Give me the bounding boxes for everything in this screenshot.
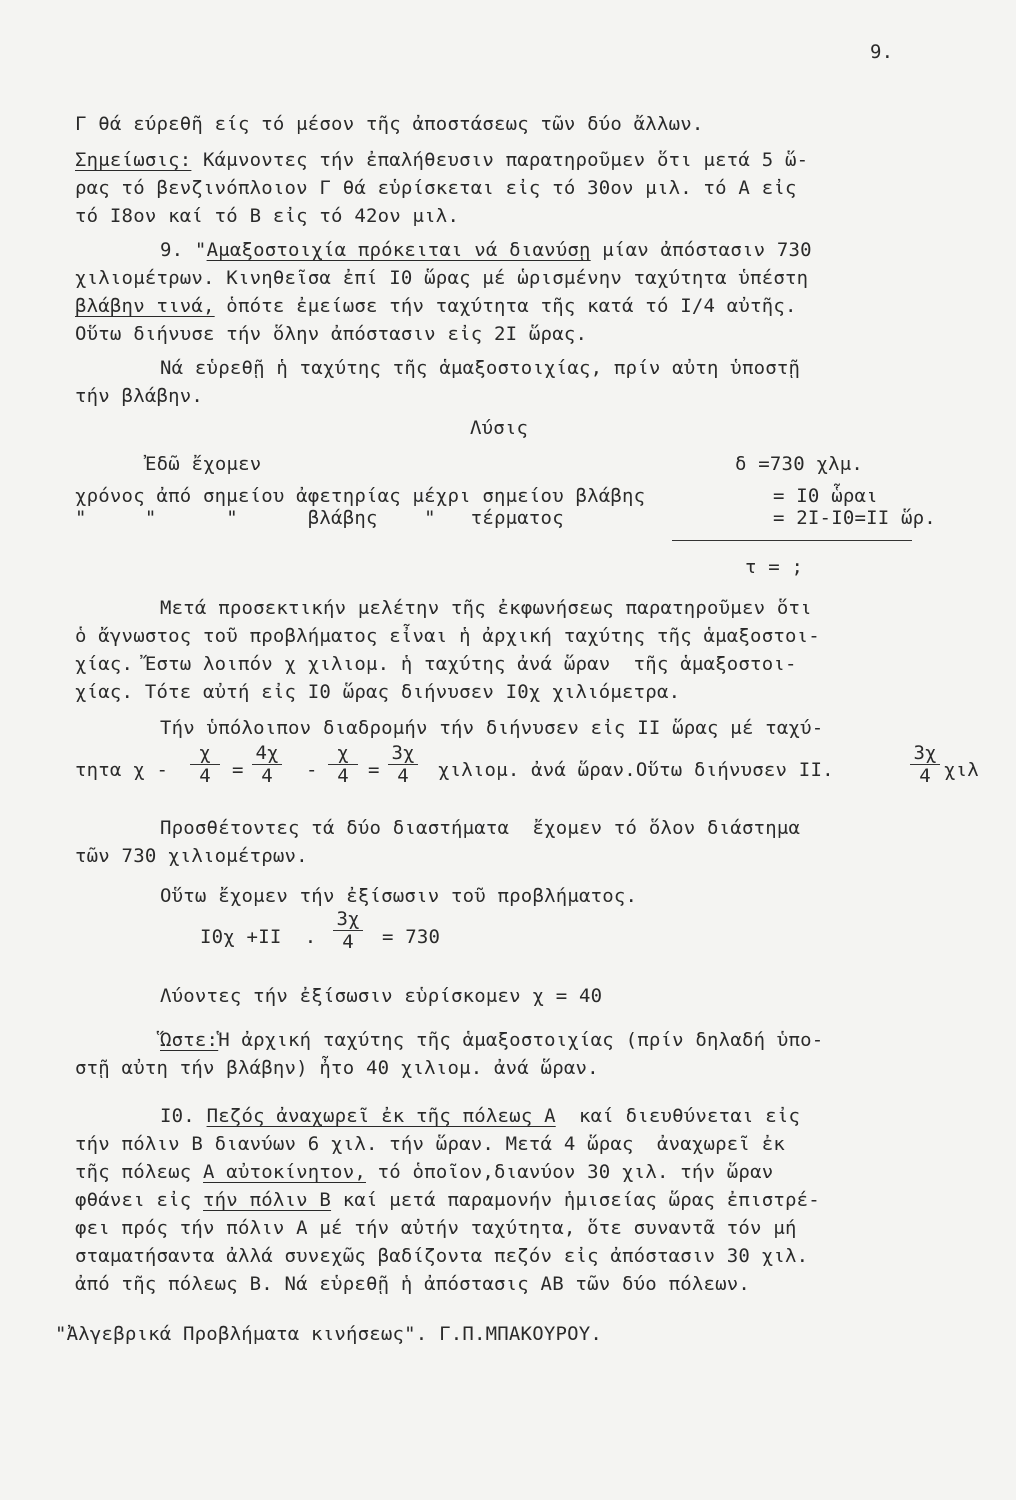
fraction-x-over-4: $\frac{\chi}{4}$ (328, 742, 358, 787)
problem-9-line (160, 238, 812, 262)
unit-text: χιλ (944, 759, 979, 781)
text-line: Νά εὑρεθῇ ἡ ταχύτης τῆς ἁμαξοστοιχίας, πρίν αὐτη ὑποστῇ (160, 357, 801, 379)
text-line: φει πρός τήν πόλιν Α μέ τήν αὐτήν ταχύτητα, ὅτε συναντᾶ τόν μή (75, 1217, 797, 1239)
text-span: φθάνει εἰς (75, 1189, 204, 1211)
equation-text: τητα χ - (75, 759, 169, 781)
text-line: ρας τό βενζινόπλοιον Γ θά εὑρίσκεται εἰς τό 30ον μιλ. τό Α εἰς (75, 177, 797, 199)
time-value-1: = Ι0 ὧραι (773, 485, 878, 507)
text-line: σταματήσαντα ἀλλά συνεχῶς βαδίζοντα πεζόν εἰς ἀπόστασιν 30 χιλ. (75, 1245, 809, 1267)
divider-rule (672, 540, 912, 541)
equals-sign: = (368, 759, 380, 781)
text-span: Κάμνοντες τήν ἐπαλήθευσιν παρατηροῦμεν ὅτι μετά 5 ὥ- (191, 149, 809, 171)
time-label-2: " " " βλάβης " τέρματος (75, 507, 564, 529)
text-span: τῆς πόλεως (75, 1161, 204, 1183)
page-number: 9. (870, 41, 894, 63)
problem-number: 9. " (160, 239, 207, 261)
text-line (75, 1160, 773, 1184)
text-line: ἀπό τῆς πόλεως Β. Νά εὑρεθῇ ἡ ἀπόστασις ΑΒ τῶν δύο πόλεων. (75, 1273, 751, 1295)
text-span: τό ὁποῖον,διανύον 30 χιλ. τήν ὥραν (365, 1161, 774, 1183)
text-line: Προσθέτοντες τά δύο διαστήματα ἔχομεν τό ὅλον διάστημα (160, 817, 801, 839)
text-span: Ἡ ἀρχική ταχύτης τῆς ἁμαξοστοιχίας (πρίν δηλαδή ὑπο- (218, 1029, 824, 1051)
text-line: Τήν ὑπόλοιπον διαδρομήν τήν διήνυσεν εἰς ΙΙ ὥρας μέ ταχύ- (160, 717, 824, 739)
underlined-text: τήν πόλιν Β (203, 1189, 332, 1211)
text-span: μίαν ἀπόστασιν 730 (590, 239, 812, 261)
fraction-4x-over-4: $\frac{4\chi}{4}$ (252, 742, 282, 787)
problem-10-line (160, 1104, 800, 1128)
underlined-text: Πεζός ἀναχωρεῖ ἐκ τῆς πόλεως Α (206, 1105, 556, 1127)
text-line: ὁ ἄγνωστος τοῦ προβλήματος εἶναι ἡ ἀρχική ταχύτης τῆς ἁμαξοστοι- (75, 625, 820, 647)
text-line: Γ θά εύρεθῆ είς τό μέσον τῆς ἀποστάσεως τῶν δύο ἄλλων. (75, 113, 704, 135)
note-heading: Σημείωσις: (75, 149, 192, 171)
problem-number: Ι0. (160, 1105, 207, 1127)
text-line: τό Ι8ον καί τό Β εἰς τό 42ον μιλ. (75, 205, 460, 227)
text-line: Μετά προσεκτικήν μελέτην τῆς ἐκφωνήσεως παρατηροῦμεν ὅτι (160, 597, 812, 619)
text-line: τήν πόλιν Β διανύων 6 χιλ. τήν ὥραν. Μετά 4 ὥρας ἀναχωρεῖ ἐκ (75, 1133, 785, 1155)
unknown-quantity: τ = ; (745, 556, 804, 578)
given-label: Ἐδῶ ἔχομεν (145, 453, 262, 475)
underlined-text: Α αὐτοκίνητον, (203, 1161, 366, 1183)
text-line: χιλιομέτρων. Κινηθεῖσα ἐπί Ι0 ὥρας μέ ὡρισμένην ταχύτητα ὑπέστη (75, 267, 809, 289)
text-span: ὁπότε ἐμείωσε τήν ταχύτητα τῆς κατά τό Ι/4 αὐτῆς. (214, 295, 797, 317)
footer-citation: "Ἀλγεβρικά Προβλήματα κινήσεως". Γ.Π.ΜΠΑΚΟΥΡΟΥ. (55, 1323, 603, 1345)
text-span: καί μετά παραμονήν ἡμισείας ὥρας ἐπιστρέ- (331, 1189, 820, 1211)
time-value-2: = 2Ι-Ι0=ΙΙ ὥρ. (773, 507, 936, 529)
equation-text: χιλιομ. ἀνά ὥραν.Οὕτω διήνυσεν ΙΙ. (438, 759, 834, 781)
text-line: χίας. Τότε αὐτή εἰς Ι0 ὥρας διήνυσεν Ι0χ χιλιόμετρα. (75, 681, 681, 703)
solution-heading: Λύσις (470, 417, 529, 439)
conclusion-heading: Ὥστε: (160, 1029, 219, 1051)
text-line (75, 294, 797, 318)
text-line: τῶν 730 χιλιομέτρων. (75, 845, 308, 867)
text-line (75, 148, 808, 172)
text-line (160, 1028, 823, 1052)
equals-sign: = (232, 759, 244, 781)
text-line: Οὕτω ἔχομεν τήν ἐξίσωσιν τοῦ προβλήματος. (160, 885, 638, 907)
text-line: στῇ αὐτη τήν βλάβην) ἦτο 40 χιλιομ. ἀνά ὥραν. (75, 1057, 599, 1079)
text-line: Λύοντες τήν ἐξίσωσιν εὑρίσκομεν χ = 40 (160, 985, 603, 1007)
fraction-3x-over-4: $\frac{3\chi}{4}$ (333, 908, 363, 953)
text-line: χίας. Ἔστω λοιπόν χ χιλιομ. ἡ ταχύτης ἀνά ὥραν τῆς ἁμαξοστοι- (75, 653, 797, 675)
fraction-3x-over-4: $\frac{3\chi}{4}$ (910, 742, 940, 787)
equation-text: Ι0χ +ΙΙ . (200, 926, 317, 948)
given-value: δ =730 χλμ. (735, 453, 864, 475)
time-label-1: χρόνος ἀπό σημείου ἀφετηρίας μέχρι σημείου βλάβης (75, 485, 646, 507)
fraction-x-over-4: $\frac{\chi}{4}$ (190, 742, 220, 787)
fraction-3x-over-4: $\frac{3\chi}{4}$ (388, 742, 418, 787)
text-span: καί διευθύνεται εἰς (555, 1105, 801, 1127)
underlined-text: βλάβην τινά, (75, 295, 215, 317)
text-line (75, 1188, 820, 1212)
text-line: Οὕτω διήνυσε τήν ὅλην ἀπόστασιν εἰς 2Ι ὥρας. (75, 323, 588, 345)
text-line: τήν βλάβην. (75, 385, 204, 407)
minus-sign: - (306, 759, 318, 781)
underlined-text: Αμαξοστοιχία πρόκειται νά διανύσῃ (206, 239, 591, 261)
equation-text: = 730 (382, 926, 441, 948)
